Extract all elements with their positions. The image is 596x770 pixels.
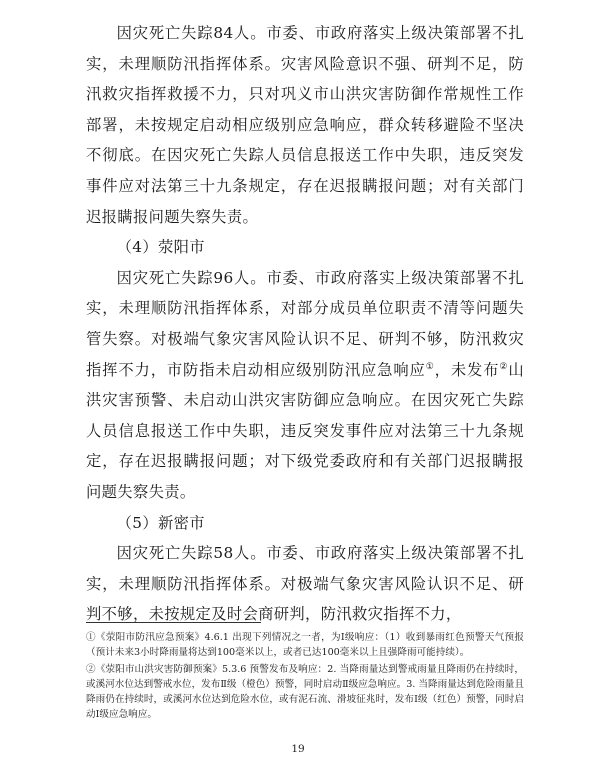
footnote-ref-2[interactable]: ② bbox=[499, 361, 509, 372]
page-number: 19 bbox=[291, 743, 305, 755]
footnote-divider bbox=[86, 622, 261, 623]
paragraph-xingyang-part-1: 因灾死亡失踪96人。市委、市政府落实上级决策部署不扎实，未理顺防汛指挥体系，对部分成员单位职责不清等问题失管失察。对极端气象灾害风险认识不足、研判不够，防汛救灾指挥不力，市防指未启动相应级别防汛应急响应 bbox=[86, 268, 524, 379]
paragraph-xingyang-part-3: 山洪灾害预警、未启动山洪灾害防御应急响应。在因灾死亡失踪人员信息报送工作中失职，违反突发事件应对法第三十九条规定，存在迟报瞒报问题；对下级党委政府和有关部门迟报瞒报问题失察失责。 bbox=[86, 360, 524, 501]
footnote-ref-1[interactable]: ① bbox=[425, 361, 435, 372]
paragraph-gongyi: 因灾死亡失踪84人。市委、市政府落实上级决策部署不扎实，未理顺防汛指挥体系。灾害风险意识不强、研判不足，防汛救灾指挥救援不力，只对巩义市山洪灾害防御作常规性工作部署，未按规定启动相应级别应急响应，群众转移避险不坚决不彻底。在因灾死亡失踪人员信息报送工作中失职，违反突发事件应对法第三十九条规定，存在迟报瞒报问题；对有关部门迟报瞒报问题失察失责。 bbox=[86, 24, 524, 226]
paragraph-xingyang bbox=[86, 263, 524, 508]
section-heading-xingyang: （4）荥阳市 bbox=[116, 238, 205, 257]
footnotes bbox=[86, 630, 524, 724]
footnote-1: ①《荥阳市防汛应急预案》4.6.1 出现下列情况之一者，为Ⅰ级响应：（1）收到暴雨红色预警天气预报（预计未来3小时降雨量将达到100毫米以上，或者已达100毫米以上且强降雨可能持续）。 bbox=[86, 632, 524, 658]
section-heading-xinmi: （5）新密市 bbox=[116, 513, 205, 532]
body-text bbox=[86, 18, 524, 630]
paragraph-xingyang-part-2: ，未发布 bbox=[434, 360, 500, 379]
paragraph-xinmi: 因灾死亡失踪58人。市委、市政府落实上级决策部署不扎实，未理顺防汛指挥体系。对极端气象灾害风险认识不足、研判不够，未按规定及时会商研判，防汛救灾指挥不力， bbox=[86, 544, 524, 624]
footnote-2: ②《荥阳市山洪灾害防御预案》5.3.6 预警发布及响应：2. 当降雨量达到警戒雨量且降雨仍在持续时，或溪河水位达到警戒水位，发布Ⅱ级（橙色）预警，同时启动Ⅱ级应急响应。3. 当降雨量达到危险雨量且降雨仍在持续时，或溪河水位达到危险水位，或有泥石流、滑坡征兆时，发布Ⅰ级（红色）预警，同时启动Ⅰ级应急响应。 bbox=[86, 664, 524, 720]
